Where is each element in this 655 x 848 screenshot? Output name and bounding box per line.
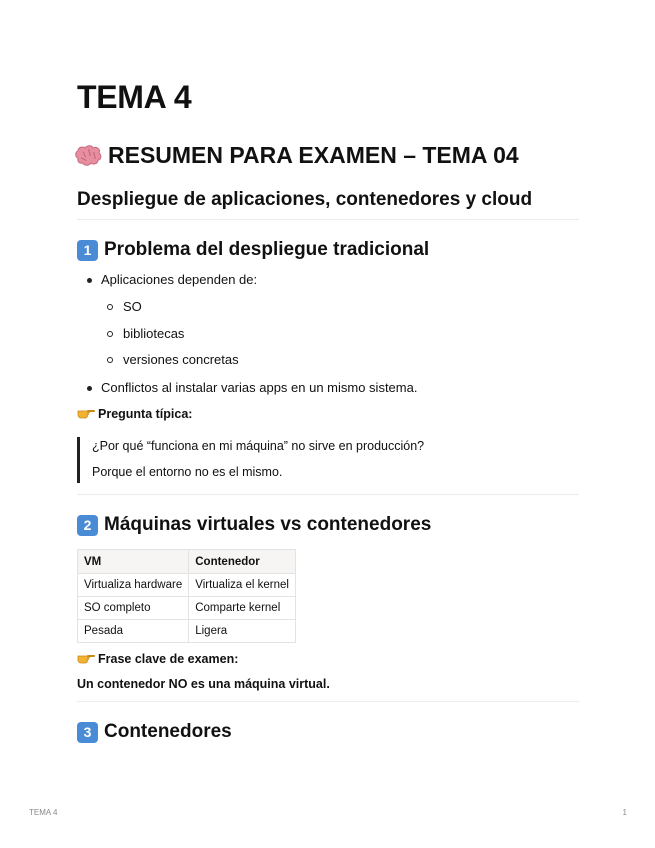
list-item: Aplicaciones dependen de: [101,272,258,287]
sub-bullet-circle [107,357,113,363]
sub-bullet-circle [107,331,113,337]
sub-bullet-circle [107,304,113,310]
table-row [78,620,296,643]
divider [77,701,579,702]
summary-heading [74,142,519,169]
table-header-cell: VM [78,550,189,574]
callout-key-phrase-text: Frase clave de examen: [98,652,239,666]
brain-icon [74,144,103,168]
callout-key-phrase [77,652,238,666]
table-cell: Pesada [78,620,189,643]
callout-question-text: Pregunta típica: [98,407,193,421]
table-cell: Ligera [189,620,296,643]
quote-line: Porque el entorno no es el mismo. [92,465,283,479]
bullet-dot [87,278,92,283]
pointing-hand-icon [77,407,95,419]
document-subtitle: Despliegue de aplicaciones, contenedores y cloud [77,189,533,210]
number-2-icon: 2 [77,515,98,536]
quote-line: ¿Por qué “funciona en mi máquina” no sirve en producción? [92,439,425,453]
number-3-icon: 3 [77,722,98,743]
sub-list-item: SO [123,299,142,314]
table-header-cell: Contenedor [189,550,296,574]
divider [77,494,579,495]
table-cell: SO completo [78,597,189,620]
section-1-heading [77,239,429,261]
summary-heading-text: RESUMEN PARA EXAMEN – TEMA 04 [108,142,519,168]
number-1-icon: 1 [77,240,98,261]
section-3-heading [77,721,232,743]
pointing-hand-icon [77,652,95,664]
table-row [78,597,296,620]
bullet-dot [87,386,92,391]
page-number: 1 [622,808,627,817]
table-row [78,574,296,597]
section-2-title: Máquinas virtuales vs contenedores [104,514,432,535]
section-3-title: Contenedores [104,721,232,742]
list-item: Conflictos al instalar varias apps en un mismo sistema. [101,380,418,395]
key-phrase: Un contenedor NO es una máquina virtual. [77,677,330,691]
comparison-table [77,549,296,643]
sub-list-item: bibliotecas [123,326,185,341]
sub-list-item: versiones concretas [123,352,239,367]
footer-title: TEMA 4 [29,808,58,817]
document-title: TEMA 4 [77,79,192,115]
blockquote-bar [77,437,80,483]
table-cell: Comparte kernel [189,597,296,620]
section-1-title: Problema del despliegue tradicional [104,239,430,260]
section-2-heading [77,514,431,536]
table-cell: Virtualiza hardware [78,574,189,597]
table-cell: Virtualiza el kernel [189,574,296,597]
callout-question [77,407,192,421]
table-header-row [78,550,296,574]
divider [77,219,579,220]
